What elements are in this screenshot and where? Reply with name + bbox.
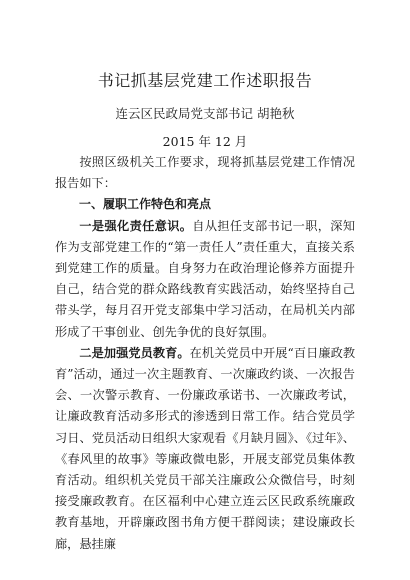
document-date: 2015 年 12 月 [162, 134, 248, 149]
author-line: 连云区民政局党支部书记 胡艳秋 [115, 106, 295, 121]
paragraph-education [55, 343, 355, 555]
paragraph-text: 自从担任支部书记一职，深知作为支部党建工作的“第一责任人”责任重大，直接关系到党建工作的质量。自身努力在政治理论修养方面提升自己，结合党的群众路线教育实践活动，始终坚持自己带头学，每月召开党支部集中学习活动，在局机关内部形成了干事创业、创先争优的良好氛围。 [55, 218, 356, 339]
paragraph-text: 在机关党员中开展“百日廉政教育”活动，通过一次主题教育、一次廉政约谈、一次报告会、一次警示教育、一份廉政承诺书、一次廉政考试，让廉政教育活动多形式的渗透到日常工作。结合党员学习日、党员活动日组织大家观看《月缺月圆》、《过年》、《春风里的故事》等廉政微电影，开展支部党员集体教育活动。组织机关党员干部关注廉政公众微信号，时刻接受廉政教育。在区福利中心建立连云区民政系统廉政教育基地，开辟廉政图书角方便干群阅读；建设廉政长廊，悬挂廉 [55, 345, 356, 551]
paragraph-lead: 一是强化责任意识。 [79, 218, 193, 233]
document-body [55, 152, 355, 555]
document-title: 书记抓基层党建工作述职报告 [97, 71, 313, 90]
intro-paragraph: 按照区级机关工作要求，现将抓基层党建工作情况报告如下： [55, 155, 355, 191]
paragraph-responsibility [55, 216, 355, 343]
section-heading: 一、履职工作特色和亮点 [79, 197, 212, 212]
paragraph-lead: 二是加强党员教育。 [79, 345, 190, 360]
